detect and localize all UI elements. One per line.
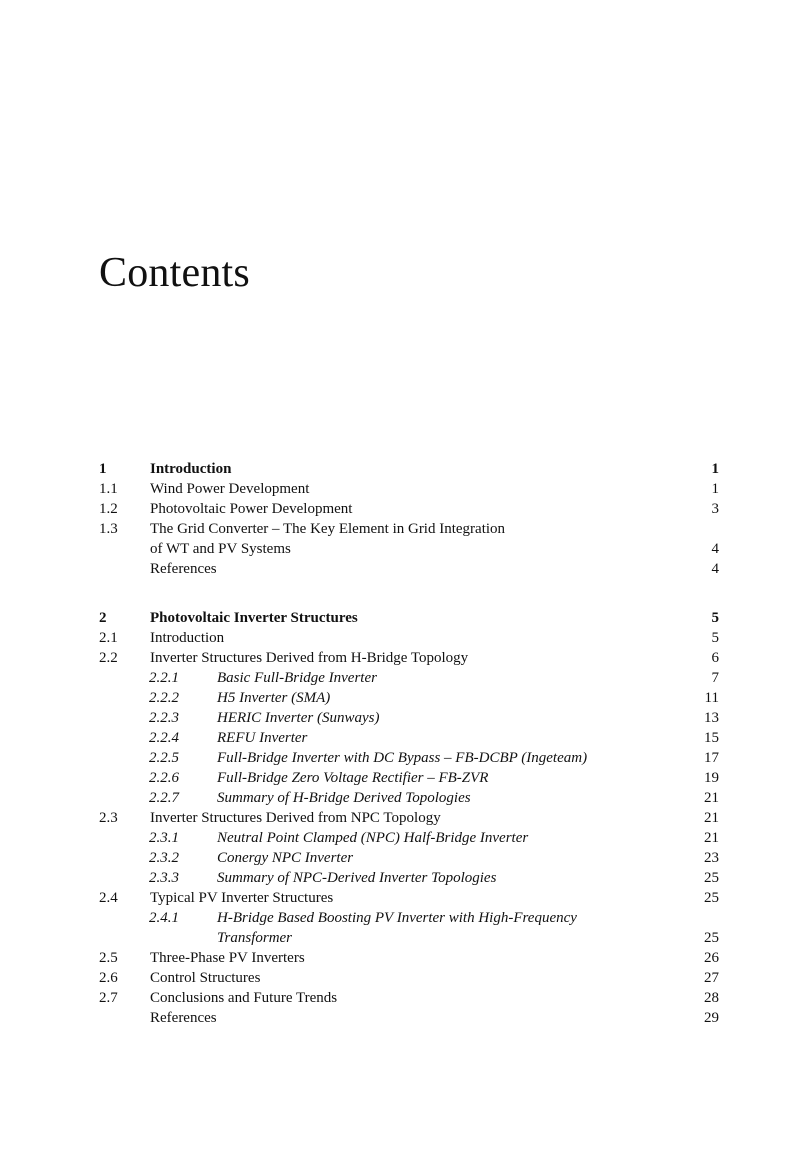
toc-number: 2.3.1 — [149, 830, 179, 846]
toc-title: H5 Inverter (SMA) — [217, 690, 331, 706]
chapter-spacer — [99, 579, 719, 608]
toc-number: 2.2 — [99, 650, 118, 666]
toc-entry-2-references[interactable] — [99, 1008, 719, 1028]
toc-title: Wind Power Development — [150, 481, 310, 497]
toc-entry-2-4-1[interactable] — [99, 908, 719, 928]
toc-number: 2.4.1 — [149, 910, 179, 926]
toc-page: 21 — [704, 790, 719, 806]
toc-chapter-1[interactable] — [99, 459, 719, 479]
toc-page: 3 — [711, 501, 719, 517]
toc-title: Inverter Structures Derived from H-Bridge Topology — [150, 650, 469, 666]
toc-entry-1-references[interactable] — [99, 559, 719, 579]
toc-title: Basic Full-Bridge Inverter — [217, 670, 377, 686]
toc-number: 2.3.2 — [149, 850, 179, 866]
toc-chapter-2[interactable] — [99, 608, 719, 628]
toc-entry-2-2-3[interactable] — [99, 708, 719, 728]
toc-title: H-Bridge Based Boosting PV Inverter with High-Frequency — [217, 910, 577, 926]
toc-page: 21 — [704, 830, 719, 846]
toc-page: 19 — [704, 770, 719, 786]
toc-page: 6 — [711, 650, 719, 666]
toc-page: 26 — [704, 950, 719, 966]
toc-title: Summary of H-Bridge Derived Topologies — [217, 790, 471, 806]
toc-number: 2.2.6 — [149, 770, 179, 786]
toc-title: Full-Bridge Inverter with DC Bypass – FB-DCBP (Ingeteam) — [217, 750, 588, 766]
toc-page: 21 — [704, 810, 719, 826]
toc-entry-2-2-1[interactable] — [99, 668, 719, 688]
toc-page: 7 — [711, 670, 719, 686]
toc-page: 25 — [704, 890, 719, 906]
toc-entry-2-6[interactable] — [99, 968, 719, 988]
toc-title-continued: Transformer — [217, 930, 293, 946]
toc-title: Control Structures — [150, 970, 261, 986]
toc-number: 2.7 — [99, 990, 118, 1006]
toc-page: 4 — [711, 561, 719, 577]
toc-number: 2.1 — [99, 630, 118, 646]
toc-number: 2.5 — [99, 950, 118, 966]
toc-entry-2-2-5[interactable] — [99, 748, 719, 768]
toc-page: 27 — [704, 970, 719, 986]
toc-title: Typical PV Inverter Structures — [150, 890, 334, 906]
toc-title: Conclusions and Future Trends — [150, 990, 338, 1006]
toc-title: Introduction — [150, 630, 225, 646]
toc-number: 2.2.2 — [149, 690, 179, 706]
toc-entry-1-2[interactable] — [99, 499, 719, 519]
toc-number: 2.6 — [99, 970, 118, 986]
toc-number: 1.2 — [99, 501, 118, 517]
table-of-contents — [99, 459, 719, 1028]
toc-entry-2-2-4[interactable] — [99, 728, 719, 748]
toc-title: Inverter Structures Derived from NPC Topology — [150, 810, 441, 826]
toc-number: 2.2.4 — [149, 730, 179, 746]
toc-entry-2-2-2[interactable] — [99, 688, 719, 708]
toc-page: 25 — [704, 870, 719, 886]
toc-entry-2-2-7[interactable] — [99, 788, 719, 808]
toc-entry-2-2-6[interactable] — [99, 768, 719, 788]
toc-title: Photovoltaic Power Development — [150, 501, 353, 517]
toc-title: References — [150, 561, 217, 577]
toc-title: REFU Inverter — [217, 730, 308, 746]
toc-number: 2.4 — [99, 890, 118, 906]
toc-number: 2 — [99, 610, 107, 626]
toc-page: 5 — [711, 610, 719, 626]
toc-number: 2.3 — [99, 810, 118, 826]
toc-title: Photovoltaic Inverter Structures — [150, 610, 358, 626]
toc-entry-2-7[interactable] — [99, 988, 719, 1008]
toc-title: Full-Bridge Zero Voltage Rectifier – FB-ZVR — [217, 770, 489, 786]
toc-page: 1 — [711, 481, 719, 497]
toc-page: 25 — [704, 930, 719, 946]
toc-entry-2-3-3[interactable] — [99, 868, 719, 888]
toc-page: 11 — [704, 690, 719, 706]
toc-title: Neutral Point Clamped (NPC) Half-Bridge Inverter — [217, 830, 529, 846]
toc-entry-2-4-1-continued[interactable] — [99, 928, 719, 948]
toc-page: 5 — [711, 630, 719, 646]
toc-page: 15 — [704, 730, 719, 746]
toc-page: 1 — [711, 461, 719, 477]
toc-entry-2-1[interactable] — [99, 628, 719, 648]
toc-entry-1-3[interactable] — [99, 519, 719, 539]
toc-title: The Grid Converter – The Key Element in Grid Integration — [150, 521, 506, 537]
toc-title: HERIC Inverter (Sunways) — [217, 710, 380, 726]
toc-title: Introduction — [150, 461, 232, 477]
toc-entry-2-3-2[interactable] — [99, 848, 719, 868]
toc-entry-1-1[interactable] — [99, 479, 719, 499]
toc-title: Summary of NPC-Derived Inverter Topologies — [217, 870, 497, 886]
toc-title: Three-Phase PV Inverters — [150, 950, 305, 966]
toc-entry-2-3-1[interactable] — [99, 828, 719, 848]
page-title: Contents — [99, 250, 250, 296]
toc-number: 2.2.7 — [149, 790, 179, 806]
toc-page: 17 — [704, 750, 719, 766]
toc-number: 1.3 — [99, 521, 118, 537]
toc-page: 23 — [704, 850, 719, 866]
toc-title: References — [150, 1010, 217, 1026]
toc-entry-2-2[interactable] — [99, 648, 719, 668]
toc-number: 2.2.1 — [149, 670, 179, 686]
toc-number: 2.3.3 — [149, 870, 179, 886]
toc-entry-1-3-continued[interactable] — [99, 539, 719, 559]
toc-title-continued: of WT and PV Systems — [150, 541, 291, 557]
toc-number: 1.1 — [99, 481, 118, 497]
toc-entry-2-3[interactable] — [99, 808, 719, 828]
toc-page: 4 — [711, 541, 719, 557]
toc-page: 29 — [704, 1010, 719, 1026]
toc-entry-2-5[interactable] — [99, 948, 719, 968]
toc-entry-2-4[interactable] — [99, 888, 719, 908]
toc-number: 2.2.5 — [149, 750, 179, 766]
toc-title: Conergy NPC Inverter — [217, 850, 354, 866]
toc-page: 13 — [704, 710, 719, 726]
toc-number: 2.2.3 — [149, 710, 179, 726]
toc-page: 28 — [704, 990, 719, 1006]
toc-number: 1 — [99, 461, 107, 477]
